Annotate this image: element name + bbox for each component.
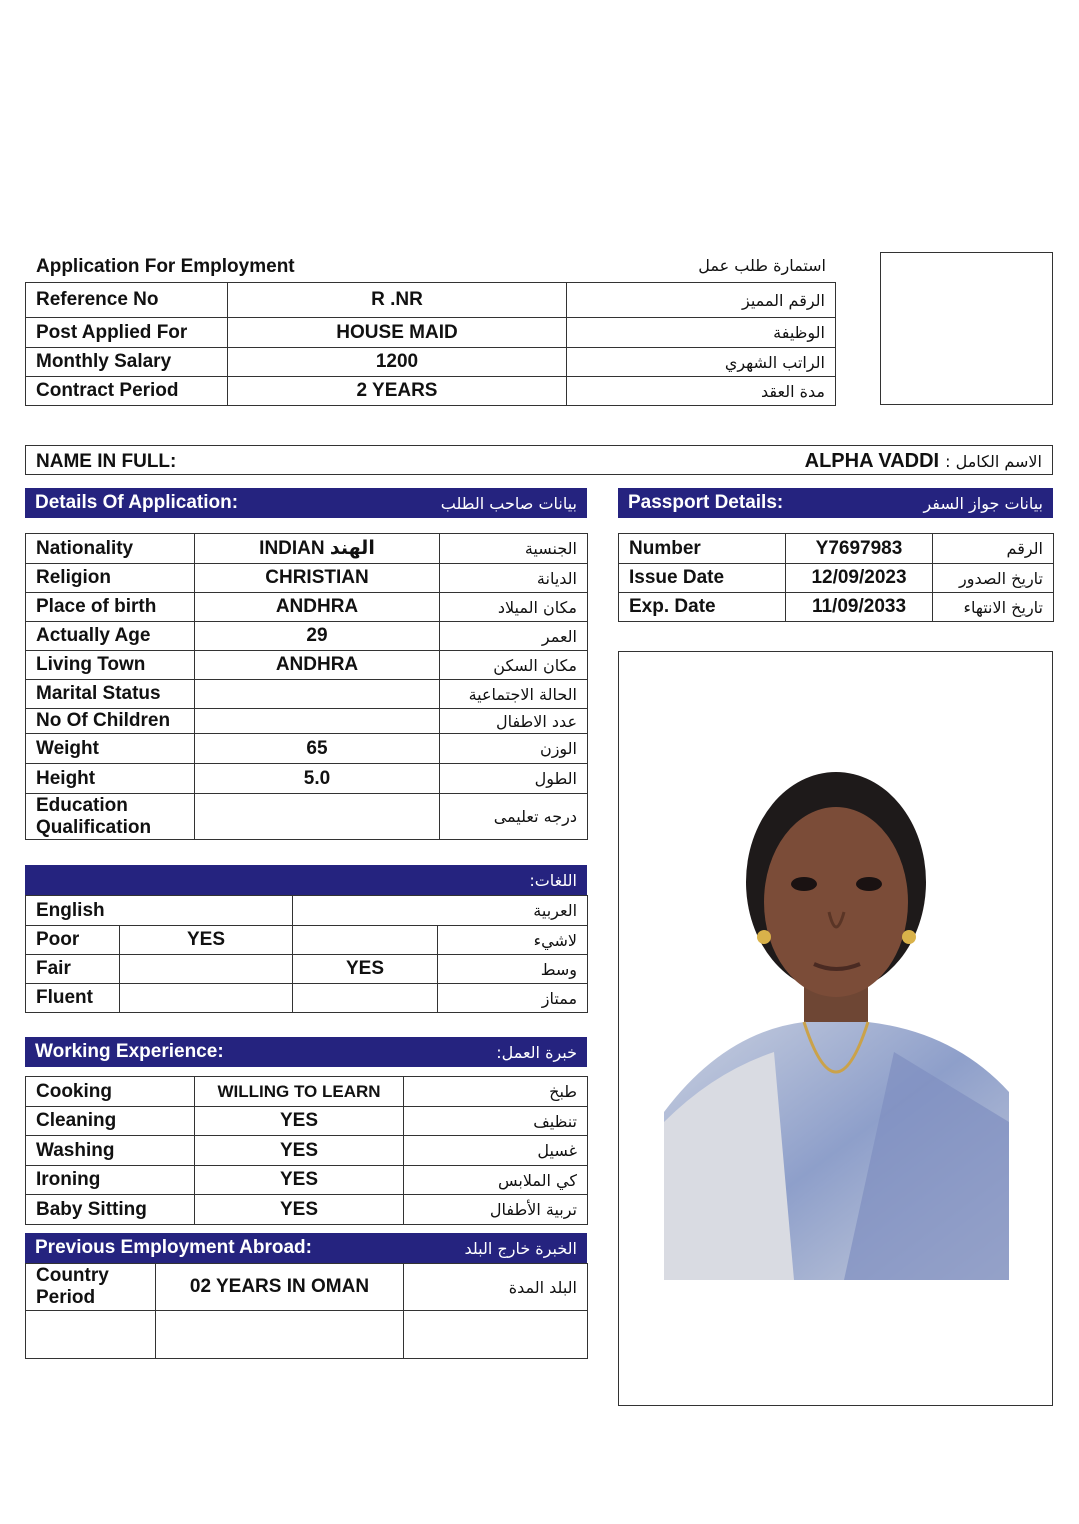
table-row (26, 1136, 588, 1166)
living-town-label: Living Town (26, 651, 195, 680)
nationality-label: Nationality (26, 534, 195, 564)
ironing-label: Ironing (26, 1166, 195, 1195)
fair-arabic-label: وسط (438, 955, 588, 984)
table-row (26, 377, 836, 406)
table-row (26, 896, 588, 926)
fluent-english (120, 984, 293, 1013)
fluent-arabic-label: ممتاز (438, 984, 588, 1013)
living-town-value: ANDHRA (195, 651, 440, 680)
education-arabic: درجه تعليمى (440, 794, 588, 840)
height-value: 5.0 (195, 764, 440, 794)
fluent-label: Fluent (26, 984, 120, 1013)
issue-date-label: Issue Date (619, 564, 786, 593)
fluent-arabic (293, 984, 438, 1013)
fair-english (120, 955, 293, 984)
cooking-arabic: طبخ (404, 1077, 588, 1107)
education-label-line2: Qualification (36, 816, 152, 838)
table-row (26, 764, 588, 794)
empty-cell (26, 1311, 156, 1359)
table-row (26, 680, 588, 709)
reference-label: Reference No (26, 283, 228, 318)
age-value: 29 (195, 622, 440, 651)
marital-value (195, 680, 440, 709)
issue-date-value: 12/09/2023 (786, 564, 933, 593)
table-row (26, 348, 836, 377)
languages-table (25, 895, 588, 1013)
table-row (26, 926, 588, 955)
passport-table (618, 533, 1054, 622)
table-row (26, 1264, 588, 1311)
salary-arabic: الراتب الشهري (567, 348, 836, 377)
table-row (26, 1195, 588, 1225)
living-town-arabic: مكان السكن (440, 651, 588, 680)
empty-cell (404, 1311, 588, 1359)
baby-sitting-arabic: تربية الأطفال (404, 1195, 588, 1225)
ironing-arabic: كي الملابس (404, 1166, 588, 1195)
poor-label: Poor (26, 926, 120, 955)
experience-header (25, 1037, 587, 1067)
table-row (26, 1107, 588, 1136)
table-row (26, 593, 588, 622)
salary-value: 1200 (228, 348, 567, 377)
passport-number-value: Y7697983 (786, 534, 933, 564)
abroad-arabic: البلد المدة (404, 1264, 588, 1311)
country-period-label (26, 1264, 156, 1311)
age-label: Actually Age (26, 622, 195, 651)
full-name-value-group (805, 450, 1042, 473)
cleaning-value: YES (195, 1107, 404, 1136)
contract-arabic: مدة العقد (567, 377, 836, 406)
table-row (26, 734, 588, 764)
passport-title-arabic: بيانات جواز السفر (923, 493, 1043, 513)
washing-label: Washing (26, 1136, 195, 1166)
details-title-arabic: بيانات صاحب الطلب (440, 493, 577, 513)
table-row (26, 984, 588, 1013)
cooking-value: WILLING TO LEARN (195, 1077, 404, 1107)
reference-arabic: الرقم المميز (567, 283, 836, 318)
birthplace-arabic: مكان الميلاد (440, 593, 588, 622)
form-title: Application For Employment (36, 256, 295, 277)
nationality-value: INDIAN الهند (195, 534, 440, 564)
age-arabic: العمر (440, 622, 588, 651)
table-row (26, 1166, 588, 1195)
religion-arabic: الديانة (440, 564, 588, 593)
weight-label: Weight (26, 734, 195, 764)
languages-header (25, 865, 587, 895)
reference-value: R .NR (228, 283, 567, 318)
table-row (619, 534, 1054, 564)
empty-cell (156, 1311, 404, 1359)
period-label: Period (36, 1287, 96, 1308)
table-row (26, 794, 588, 840)
full-name-arabic: الاسم الكامل : (945, 452, 1042, 471)
birthplace-value: ANDHRA (195, 593, 440, 622)
post-value: HOUSE MAID (228, 318, 567, 348)
baby-sitting-label: Baby Sitting (26, 1195, 195, 1225)
abroad-value: 02 YEARS IN OMAN (156, 1264, 404, 1311)
religion-value: CHRISTIAN (195, 564, 440, 593)
applicant-photo (664, 652, 1009, 1282)
religion-label: Religion (26, 564, 195, 593)
table-row (26, 534, 588, 564)
details-table (25, 533, 588, 840)
weight-arabic: الوزن (440, 734, 588, 764)
weight-value: 65 (195, 734, 440, 764)
poor-arabic-label: لاشيء (438, 926, 588, 955)
table-row (619, 564, 1054, 593)
ironing-value: YES (195, 1166, 404, 1195)
passport-number-label: Number (619, 534, 786, 564)
poor-arabic (293, 926, 438, 955)
cleaning-arabic: تنظيف (404, 1107, 588, 1136)
children-value (195, 709, 440, 734)
nationality-arabic: الجنسية (440, 534, 588, 564)
details-title: Details Of Application: (35, 492, 239, 513)
issue-date-arabic: تاريخ الصدور (933, 564, 1054, 593)
poor-english: YES (120, 926, 293, 955)
fair-label: Fair (26, 955, 120, 984)
fair-arabic: YES (293, 955, 438, 984)
table-row (26, 651, 588, 680)
children-label: No Of Children (26, 709, 195, 734)
exp-date-value: 11/09/2033 (786, 593, 933, 622)
experience-title-arabic: خبرة العمل: (496, 1042, 577, 1062)
exp-date-label: Exp. Date (619, 593, 786, 622)
table-row (26, 1311, 588, 1359)
experience-table (25, 1076, 588, 1225)
abroad-title-arabic: الخبرة خارج البلد (464, 1238, 577, 1258)
details-header (25, 488, 587, 518)
english-column-label: English (26, 896, 293, 926)
post-arabic: الوظيفة (567, 318, 836, 348)
small-photo-box (880, 252, 1053, 405)
height-label: Height (26, 764, 195, 794)
table-row (26, 709, 588, 734)
education-label-line1: Education (36, 794, 128, 816)
contract-label: Contract Period (26, 377, 228, 406)
abroad-header (25, 1233, 587, 1263)
form-title-arabic: استمارة طلب عمل (698, 256, 826, 275)
marital-label: Marital Status (26, 680, 195, 709)
arabic-column-label: العربية (293, 896, 588, 926)
passport-header (618, 488, 1053, 518)
baby-sitting-value: YES (195, 1195, 404, 1225)
contract-value: 2 YEARS (228, 377, 567, 406)
education-value (195, 794, 440, 840)
education-label (26, 794, 195, 840)
children-arabic: عدد الاطفال (440, 709, 588, 734)
abroad-title: Previous Employment Abroad: (35, 1237, 312, 1258)
languages-title-arabic: اللغات: (529, 870, 577, 890)
passport-title: Passport Details: (628, 492, 784, 513)
table-row (26, 955, 588, 984)
passport-number-arabic: الرقم (933, 534, 1054, 564)
full-name-label: NAME IN FULL: (36, 451, 177, 472)
cooking-label: Cooking (26, 1077, 195, 1107)
height-arabic: الطول (440, 764, 588, 794)
marital-arabic: الحالة الاجتماعية (440, 680, 588, 709)
photo-frame (618, 651, 1053, 1406)
abroad-table (25, 1263, 588, 1359)
table-row (26, 564, 588, 593)
table-row (619, 593, 1054, 622)
cleaning-label: Cleaning (26, 1107, 195, 1136)
post-label: Post Applied For (26, 318, 228, 348)
experience-title: Working Experience: (35, 1041, 224, 1062)
exp-date-arabic: تاريخ الانتهاء (933, 593, 1054, 622)
header-table (25, 282, 836, 406)
country-label: Country (36, 1265, 109, 1286)
table-row (26, 1077, 588, 1107)
table-row (26, 318, 836, 348)
birthplace-label: Place of birth (26, 593, 195, 622)
full-name-value: ALPHA VADDI (804, 450, 940, 472)
table-row (26, 283, 836, 318)
washing-value: YES (195, 1136, 404, 1166)
full-name-row (25, 445, 1053, 475)
table-row (26, 622, 588, 651)
washing-arabic: غسيل (404, 1136, 588, 1166)
salary-label: Monthly Salary (26, 348, 228, 377)
